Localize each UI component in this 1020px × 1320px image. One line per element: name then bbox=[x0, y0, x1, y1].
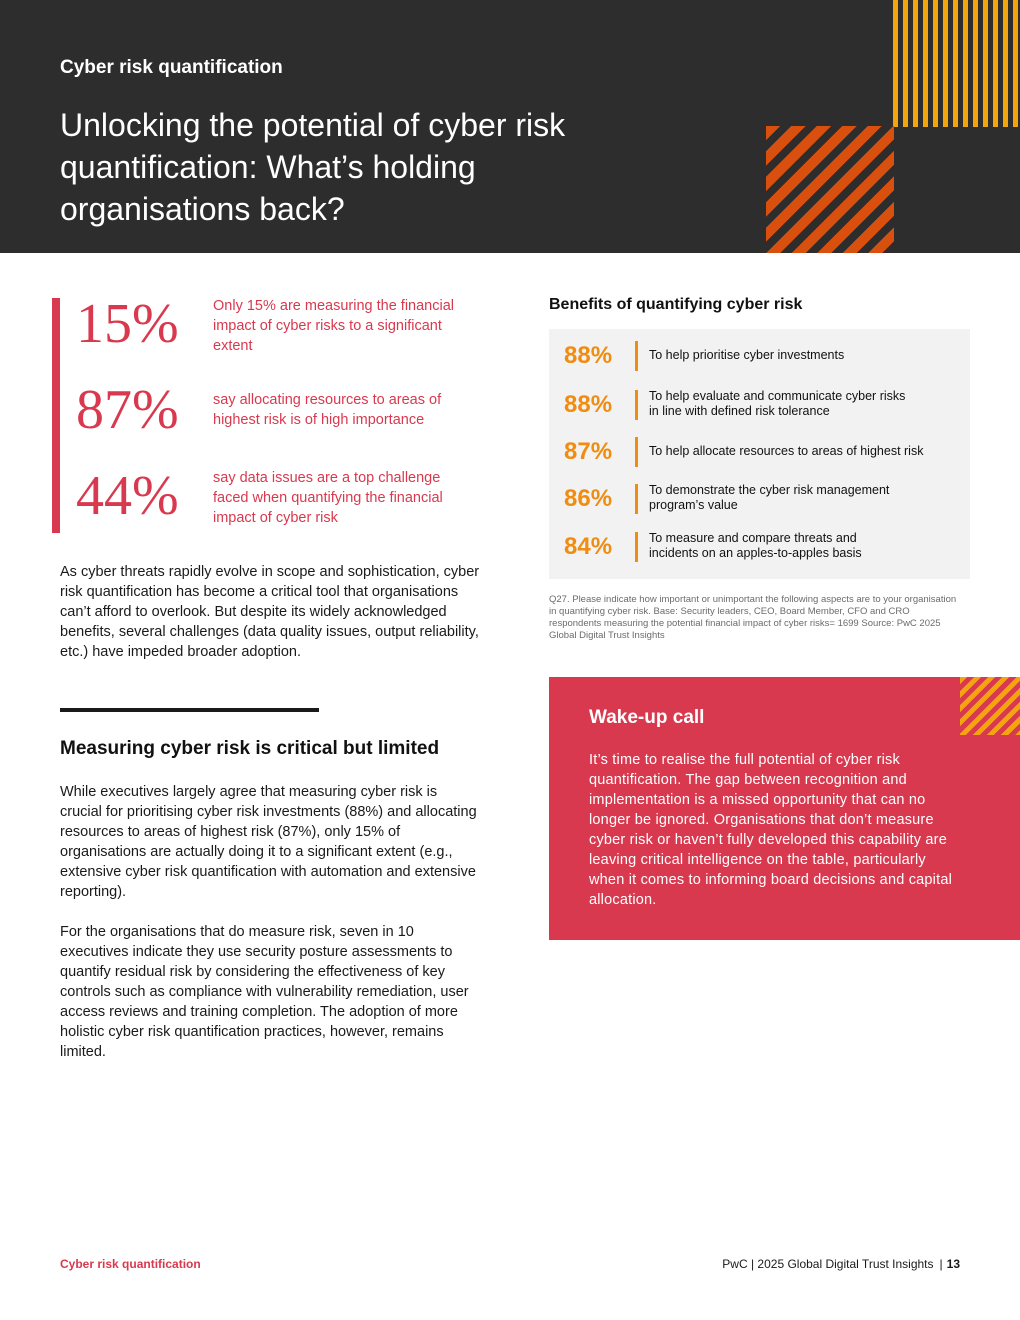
wake-up-callout bbox=[549, 677, 1020, 940]
section-kicker: Cyber risk quantification bbox=[60, 57, 283, 78]
page-title: Unlocking the potential of cyber risk quantification: What’s holding organisations back? bbox=[60, 107, 566, 227]
benefit-row bbox=[549, 433, 970, 471]
benefit-separator bbox=[635, 532, 638, 562]
benefit-value: 88% bbox=[564, 342, 613, 369]
chart-source-note: Q27. Please indicate how important or unimportant the following aspects are to your organisation in quantifying cyber risk. Base: Security leaders, CEO, Board Member, CFO and CRO respondents measuring the potential financial impact of cyber risks= 1699 Source: PwC 2025 Global Digital Trust Insights bbox=[549, 594, 957, 641]
callout-title: Wake-up call bbox=[589, 707, 705, 728]
benefit-row bbox=[549, 528, 970, 566]
stat-description: Only 15% are measuring the financial impact of cyber risks to a significant extent bbox=[213, 298, 454, 354]
section-divider bbox=[60, 708, 319, 712]
benefit-label: To help allocate resources to areas of highest risk bbox=[649, 444, 924, 458]
benefit-row bbox=[549, 386, 970, 424]
section-heading: Measuring cyber risk is critical but limited bbox=[60, 738, 440, 759]
stat-value: 44% bbox=[76, 465, 179, 527]
stats-accent-bar bbox=[52, 298, 60, 533]
footer-publication bbox=[722, 1257, 960, 1271]
stat-item bbox=[76, 379, 496, 453]
stat-value: 15% bbox=[76, 293, 179, 355]
benefit-separator bbox=[635, 437, 638, 467]
benefit-value: 84% bbox=[564, 533, 613, 560]
benefits-panel bbox=[549, 329, 970, 579]
decorative-orange-stripes bbox=[766, 126, 894, 253]
benefit-separator bbox=[635, 390, 638, 420]
benefit-row bbox=[549, 337, 970, 375]
stat-description: say data issues are a top challenge faced when quantifying the financial impact of cyber risk bbox=[213, 470, 443, 526]
benefit-separator bbox=[635, 341, 638, 371]
benefit-value: 86% bbox=[564, 485, 613, 512]
benefit-label: To demonstrate the cyber risk management program’s value bbox=[649, 483, 890, 512]
footer-section-name: Cyber risk quantification bbox=[60, 1257, 201, 1271]
page-number: 13 bbox=[946, 1257, 960, 1271]
callout-text: It’s time to realise the full potential of cyber risk quantification. The gap between recognition and implementation is a missed opportunity that can no longer be ignored. Organisations that don’t measure cyber risk or haven’t fully developed this capability are leaving critical intelligence on the table, particularly when it comes to informing board decisions and capital allocation. bbox=[589, 752, 953, 908]
footer-pipe: | bbox=[939, 1257, 943, 1271]
benefits-title: Benefits of quantifying cyber risk bbox=[549, 296, 803, 313]
stat-description: say allocating resources to areas of highest risk is of high importance bbox=[213, 392, 442, 428]
stat-item bbox=[76, 294, 496, 364]
body-paragraph: While executives largely agree that measuring cyber risk is crucial for prioritising cyber risk investments (88%) and allocating resources to areas of highest risk (87%), only 15% of organisations are actually doing it to a significant extent (e.g., extensive cyber risk quantification with automation and extensive reporting). bbox=[60, 784, 477, 900]
decorative-yellow-stripes bbox=[960, 677, 1020, 735]
benefit-separator bbox=[635, 484, 638, 514]
benefit-label: To help evaluate and communicate cyber risks in line with defined risk tolerance bbox=[649, 389, 906, 418]
body-paragraph: For the organisations that do measure risk, seven in 10 executives indicate they use security posture assessments to quantify residual risk by considering the effectiveness of key controls such as compliance with vulnerability remediation, user access reviews and training completion. The adoption of more holistic cyber risk quantification practices, however, remains limited. bbox=[60, 924, 469, 1060]
benefit-value: 87% bbox=[564, 438, 613, 465]
footer-publication-title: PwC | 2025 Global Digital Trust Insights bbox=[722, 1257, 934, 1271]
benefit-value: 88% bbox=[564, 391, 613, 418]
benefit-label: To measure and compare threats and incidents on an apples-to-apples basis bbox=[649, 531, 862, 560]
stat-item bbox=[76, 466, 496, 536]
benefit-label: To help prioritise cyber investments bbox=[649, 348, 845, 362]
stat-value: 87% bbox=[76, 379, 179, 441]
intro-paragraph: As cyber threats rapidly evolve in scope and sophistication, cyber risk quantification has become a critical tool that organisations can’t afford to overlook. But despite its widely acknowledged benefits, several challenges (data quality issues, output reliability, etc.) have impeded broader adoption. bbox=[60, 564, 480, 660]
benefit-row bbox=[549, 480, 970, 518]
decorative-yellow-stripes bbox=[893, 0, 1020, 127]
page-header bbox=[0, 0, 1020, 253]
